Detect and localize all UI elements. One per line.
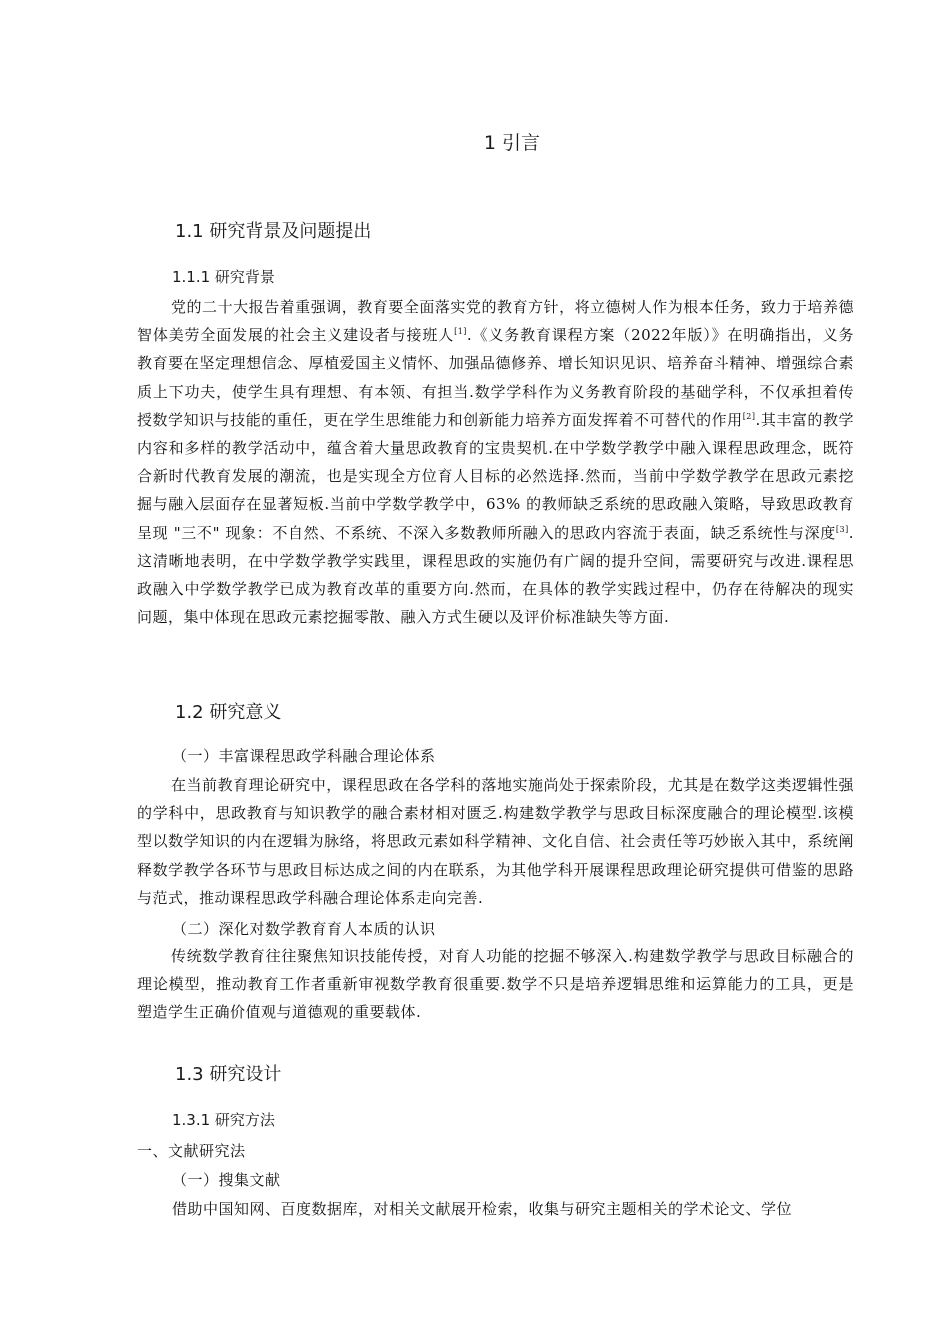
section-heading-1-3: 1.3 研究设计 <box>175 1064 282 1085</box>
background-paragraph <box>137 293 854 631</box>
chapter-title: 1 引言 <box>483 132 541 154</box>
method-1-label: 一、文献研究法 <box>137 1142 246 1160</box>
background-text-3: .其丰富的教学内容和多样的教学活动中，蕴含着大量思政教育的宝贵契机.在中学数学教学中融入课程思政理念，既符合新时代教育发展的潮流，也是实现全方位育人目标的必然选择.然而，当前中学数学教学在思政元素挖掘与融入层面存在显著短板.当前中学数学教学中，63% 的教师缺乏系统的思政融入策略，导致思政教育呈现 "三不" 现象：不自然、不系统、不深入多数教师所融入的思政内容流于表面，缺乏系统性与深度 <box>137 410 854 542</box>
significance-item-2-paragraph: 传统数学教育往往聚焦知识技能传授，对育人功能的挖掘不够深入.构建数学教学与思政目标融合的理论模型，推动教育工作者重新审视数学教育很重要.数学不只是培养逻辑思维和运算能力的工具，更是塑造学生正确价值观与道德观的重要载体. <box>137 947 854 1022</box>
section-heading-1-1: 1.1 研究背景及问题提出 <box>175 221 372 242</box>
subsection-heading-1-3-1: 1.3.1 研究方法 <box>172 1111 275 1129</box>
citation-2: [2] <box>742 411 756 421</box>
method-1-sub-label: （一）搜集文献 <box>172 1171 281 1189</box>
background-text-4: .这清晰地表明，在中学数学教学实践里，课程思政的实施仍有广阔的提升空间，需要研究与改进.课程思政融入中学数学教学已成为教育改革的重要方向.然而，在具体的教学实践过程中，仍存在待解决的现实问题，集中体现在思政元素挖掘零散、融入方式生硬以及评价标准缺失等方面. <box>137 523 854 627</box>
background-text-2: .《义务教育课程方案（2022年版）》在明确指出，义务教育要在坚定理想信念、厚植爱国主义情怀、加强品德修养、增长知识见识、培养奋斗精神、增强综合素质上下功夫，使学生具有理想、有本领、有担当.数学学科作为义务教育阶段的基础学科，不仅承担着传授数学知识与技能的重任，更在学生思维能力和创新能力培养方面发挥着不可替代的作用 <box>137 326 854 429</box>
significance-item-2-label: （二）深化对数学教育育人本质的认识 <box>172 920 436 938</box>
citation-1: [1] <box>454 327 467 337</box>
method-1-paragraph-start: 借助中国知网、百度数据库，对相关文献展开检索，收集与研究主题相关的学术论文、学位 <box>172 1200 793 1218</box>
significance-item-1-paragraph: 在当前教育理论研究中，课程思政在各学科的落地实施尚处于探索阶段，尤其是在数学这类逻辑性强的学科中，思政教育与知识教学的融合素材相对匮乏.构建数学教学与思政目标深度融合的理论模型.该模型以数学知识的内在逻辑为脉络，将思政元素如科学精神、文化自信、社会责任等巧妙嵌入其中，系统阐释数学教学各环节与思政目标达成之间的内在联系，为其他学科开展课程思政理论研究提供可借鉴的思路与范式，推动课程思政学科融合理论体系走向完善. <box>137 776 854 907</box>
background-text-1: 党的二十大报告着重强调，教育要全面落实党的教育方针，将立德树人作为根本任务，致力于培养德智体美劳全面发展的社会主义建设者与接班人 <box>137 298 854 345</box>
citation-3: [3] <box>835 524 849 534</box>
section-heading-1-2: 1.2 研究意义 <box>175 702 282 723</box>
significance-item-1-label: （一）丰富课程思政学科融合理论体系 <box>172 747 436 765</box>
subsection-heading-1-1-1: 1.1.1 研究背景 <box>172 268 275 286</box>
